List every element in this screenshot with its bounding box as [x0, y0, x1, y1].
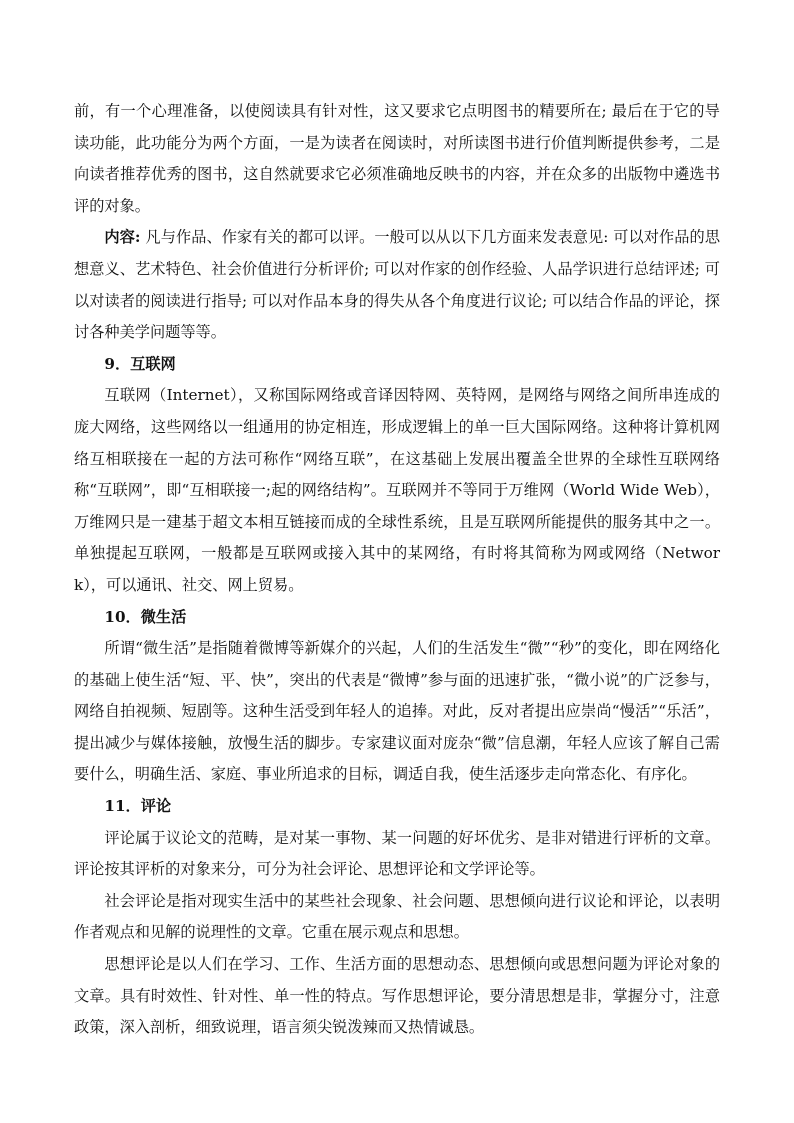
content-text: 凡与作品、作家有关的都可以评。一般可以从以下几方面来发表意见: 可以对作品的思想意义、艺术特色、社会价值进行分析评价; 可以对作家的创作经验、人品学识进行总结评述; 可以对读者的阅读进行指导; 可以对作品本身的得失从各个角度进行议论; 可以结合作品的评论，探讨各种美学问题等等。 [74, 228, 721, 342]
internet-paragraph: 互联网（Internet），又称国际网络或音译因特网、英特网，是网络与网络之间所串连成的庞大网络，这些网络以一组通用的协定相连，形成逻辑上的单一巨大国际网络。这种将计算机网络互相联接在一起的方法可称作“网络互联”，在这基础上发展出覆盖全世界的全球性互联网络称“互联网”，即“互相联接一;起的网络结构”。互联网并不等同于万维网（World Wide Web），万维网只是一建基于超文本相互链接而成的全球性系统，且是互联网所能提供的服务其中之一。单独提起互联网，一般都是互联网或接入其中的某网络，有时将其简称为网或网络（Network），可以通讯、社交、网上贸易。 [74, 386, 720, 594]
heading-commentary: 11．评论 [104, 797, 172, 816]
document-page [74, 96, 720, 1044]
commentary-paragraph-3: 思想评论是以人们在学习、工作、生活方面的思想动态、思想倾向或思想问题为评论对象的文章。具有时效性、针对性、单一性的特点。写作思想评论，要分清思想是非，掌握分寸，注意政策，深入剖析，细致说理，语言须尖锐泼辣而又热情诚恳。 [74, 955, 720, 1037]
heading-micro-life: 10．微生活 [104, 607, 187, 626]
heading-internet: 9．互联网 [104, 354, 176, 373]
intro-continuation-paragraph: 前，有一个心理准备，以使阅读具有针对性，这又要求它点明图书的精要所在; 最后在于它的导读功能，此功能分为两个方面，一是为读者在阅读时，对所读图书进行价值判断提供参考，二是向读者推荐优秀的图书，这自然就要求它必须准确地反映书的内容，并在众多的出版物中遴选书评的对象。 [74, 102, 720, 215]
micro-life-paragraph: 所谓“微生活”是指随着微博等新媒介的兴起，人们的生活发生“微”“秒”的变化，即在网络化的基础上使生活“短、平、快”，突出的代表是“微博”参与面的迅速扩张，“微小说”的广泛参与，网络自拍视频、短剧等。这种生活受到年轻人的追捧。对此，反对者提出应崇尚“慢活”“乐活”，提出减少与媒体接触，放慢生活的脚步。专家建议面对庞杂“微”信息潮，年轻人应该了解自己需要什么，明确生活、家庭、事业所追求的目标，调适自我，使生活逐步走向常态化、有序化。 [74, 639, 720, 784]
commentary-paragraph-1: 评论属于议论文的范畴，是对某一事物、某一问题的好坏优劣、是非对错进行评析的文章。评论按其评析的对象来分，可分为社会评论、思想评论和文学评论等。 [74, 828, 720, 879]
content-label: 内容: [104, 228, 141, 247]
commentary-paragraph-2: 社会评论是指对现实生活中的某些社会现象、社会问题、思想倾向进行议论和评论，以表明作者观点和见解的说理性的文章。它重在展示观点和思想。 [74, 891, 720, 942]
content-paragraph [74, 222, 720, 348]
